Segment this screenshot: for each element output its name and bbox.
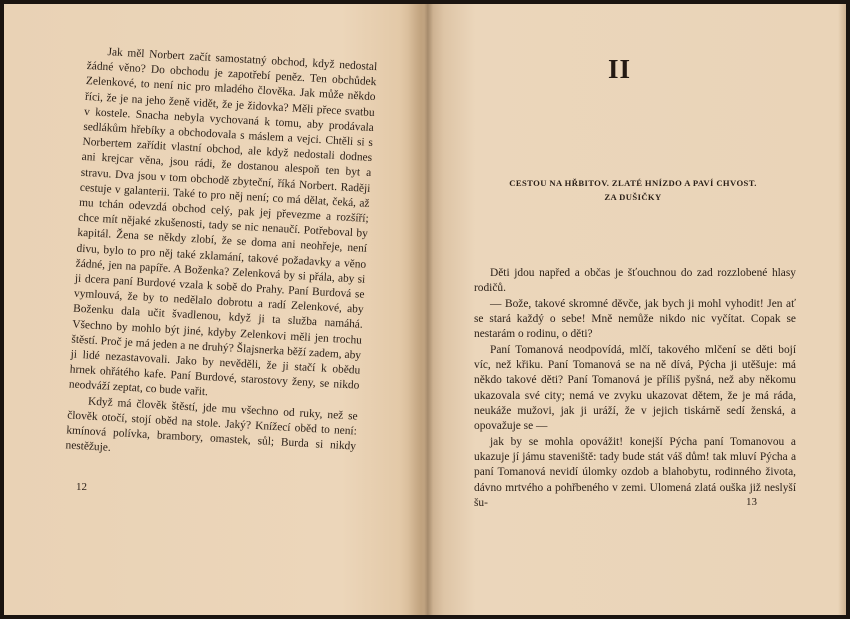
page-edge [838, 4, 846, 615]
page-number-left: 12 [76, 481, 87, 493]
chapter-numeral: II [608, 54, 632, 84]
chapter-title-line: CESTOU NA HŘBITOV. ZLATÉ HNÍZDO A PAVÍ CHVOST. [509, 178, 757, 188]
paragraph: — Bože, takové skromné děvče, jak bych ji mohl vyhodit! Jen ať se stará každý o sebe! Mně nemůže nikdo nic vyčítat. Copak se nestarám o rodinu, o děti? [474, 297, 796, 341]
paragraph: Když má člověk štěstí, jde mu všechno od ruky, než se člověk otočí, stojí oběd na stole. Jaký? Knížecí oběd to není: kmínová polívka, brambory, omastek, sůl; Burda si nikdy nestěžuje. [65, 395, 358, 455]
chapter-title-line: ZA DUŠIČKY [604, 192, 662, 202]
paragraph: Děti jdou napřed a občas je šťouchnou do zad rozzlobené hlasy rodičů. [474, 267, 796, 295]
left-page-body [65, 44, 377, 470]
open-book-spread [4, 4, 846, 615]
paragraph: jak by se mohla opovážit! konejší Pýcha paní Tomanovou a ukazuje jí jámu staveniště: tady bude stát váš dům! tak mluví Pýcha a paní Tomanová nevidí úlomky ozdob a blahobytu, rodinného života, dávno mrtvého a pohřbeného v zemi. Ulomená zlatá ouška již neslyší šu- [474, 435, 796, 510]
left-page [4, 4, 424, 615]
chapter-title [470, 176, 796, 204]
paragraph: Jak měl Norbert začít samostatný obchod, když nedostal žádné věno? Do obchodu je zapotřebí peněz. Ten obchůdek Zelenkové, to není nic pro mladého člověka. Jak může někdo říci, že je na jeho ženě vidět, že je židovka? Měli přece svatbu v kostele. Snacha nebyla vychovaná k tomu, aby prodávala sedlákům hřebíky a obchodovala s máslem a vejci. Chtěli si s Norbertem zařídit vlastní obchod, ale když nedostali dodnes ani krejcar věna, jsou rádi, že dostanou alespoň ten byt a stravu. Dva jsou v tom obchodě zbyteční, říká Norbert. Raději cestuje v galanterii. Také to pro něj není; co má dělat, čeká, až mu tchán odevzdá obchod celý, pak jej převezme a rozšíří; chce mít nějaké zkušenosti, tady se nic nenaučí. Potřeboval by kapitál. Žena se někdy zlobí, že se doma ani neohřeje, není divu, bylo to pro něj také zklamání, takové požadavky a věno žádné, jen na papíře. A Boženka? Zelenková by si přála, aby si ji dcera paní Burdové vzala k sobě do Prahy. Paní Burdová se vymlouvá, že by to nedělalo dobrotu a radí Zelenkové, aby Boženku dala učit švadlenou, když ji ta služba namáhá. Všechno by mohlo být jiné, kdyby Zelenkovi měli jen trochu štěstí. Proč je má jeden a ne druhý? Šlajsnerka běží zadem, aby ji lidé nezastavovali. Jako by nevěděli, že ji stačí k obědu hrnek ohřátého kafe. Paní Burdové, starostovy ženy, se nikdo neodváží zeptat, co bude vařit. [68, 46, 378, 399]
right-page-body [474, 266, 796, 512]
page-number-right: 13 [746, 496, 757, 508]
right-page [430, 4, 846, 615]
paragraph: Paní Tomanová neodpovídá, mlčí, takového mlčení se děti bojí víc, než křiku. Paní Tomanová se na ně dívá, Pýcha ji utěšuje: má někdo takové děti? Paní Tomanová je příliš pyšná, než aby někomu ukazovala své city; nemá ve zvyku ukazovat dětem, že je má ráda, neukáže mužovi, jak ji uráží, že v jejich tiskárně sedí ženská, a opovažuje se — [474, 343, 796, 433]
